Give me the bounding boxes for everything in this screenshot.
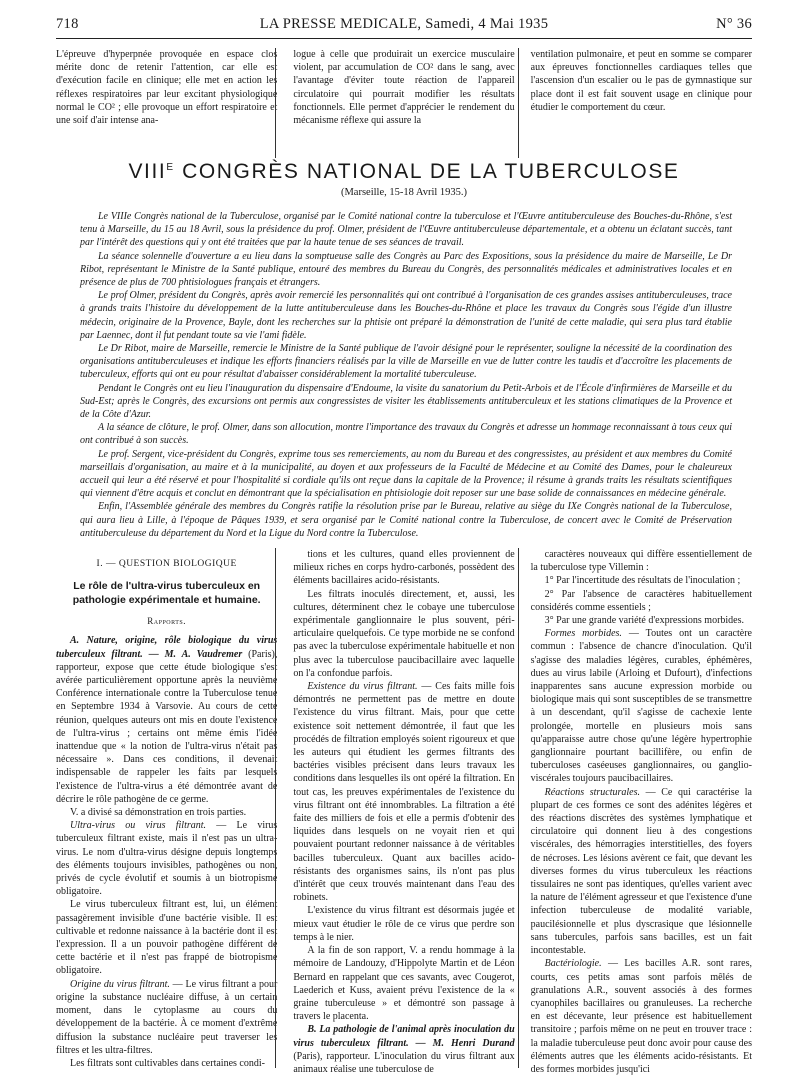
paragraph-text: 1° Par l'incertitude des résultats de l'inoculation ; <box>544 575 741 587</box>
report-paragraph <box>293 944 514 1023</box>
report-paragraph <box>531 588 752 614</box>
report-paragraph <box>56 1057 277 1070</box>
report-column-2 <box>293 548 515 1075</box>
paragraph-text: L'existence du virus filtrant est désormais jugée et mieux vaut étudier le rôle de ce virus que perdre son temps à le nier. <box>293 905 515 943</box>
paragraph-text: — Les bacilles A.R. sont rares, courts, ces petits amas sont parfois mêlés de granulations A.R., souvent associés à des formes cyanophiles bacillaires ou granuleuses. La recherche en est décevante, leur présence est habituellement transitoire ; parfois même on ne peut en trouver trace : la maladie tuberculeuse peut donc avoir pour cause des éléments autres que les éléments acido-résistants. Et des formes morbides jusqu'ici <box>530 958 752 1075</box>
paragraph-text: V. a divisé sa démonstration en trois parties. <box>70 807 247 819</box>
paragraph-lead: Réactions structurales. <box>544 786 640 798</box>
title-superscript: E <box>166 162 175 173</box>
paragraph-text: — Le virus filtrant a pour origine la substance nucléaire diffuse, à un certain moment, dans le cytoplasme au cours du développement de la bactérie. À ce moment d'extrême diffusion la substance nucléaire peut traverser les filtres et les ultra-filtres. <box>56 978 278 1056</box>
paragraph-text: — Ce qui caractérise la plupart de ces formes ce sont des adénites légères et des réactions discrètes des systèmes lymphatique et circulatoire qui donnent lieu à des congestions viscérales, des hémorragies interstitielles, des foyers de nécroses. Les lésions avèrent ce fait, que devant les diverses formes du virus tuberculeux les réactions tissulaires ne sont pas identiques, qu'elles varient avec la nature de l'élément agresseur et que l'existence d'une infection tuberculeuse de modalité variable, paucilésionnelle et plus dyscrasique que lésionnelle sans tubercules, parfois sans bacilles, est un fait incontestable. <box>530 786 752 957</box>
paragraph-text: Les filtrats inoculés directement, et, aussi, les cultures, déterminent chez le cobaye une tuberculose expérimentale ganglionnaire le plus souvent, péri-articulaire quelquefois. Ce type morbide ne se confond pas avec la tuberculose expérimentale habituelle et non plus avec la tuberculose paucibacillaire avec laquelle on l'a confondue parfois. <box>293 588 515 679</box>
report-paragraph <box>56 806 277 819</box>
report-paragraph <box>293 904 514 944</box>
title-part: CONGRÈS NATIONAL DE LA TUBERCULOSE <box>174 160 680 183</box>
report-paragraph <box>56 634 277 806</box>
intro-paragraph: Le Dr Ribot, maire de Marseille, remercie le Ministre de la Santé publique de l'avoir désigné pour le représenter, souligne la nécessité de la coordination des organisations antituberculeuses et indique les efforts financiers réalisés par la ville de Marseille en vue de lutter contre les taudis et d'accroître les placements de tuberculeux, efforts qui ont eu pour résultat d'abaisser considérablement la mortalité tuberculeuse. <box>80 343 732 381</box>
column-rule <box>518 548 519 1068</box>
column-body <box>56 634 277 1070</box>
report-column-3 <box>530 548 752 1075</box>
paragraph-text: tions et les cultures, quand elles proviennent de milieux riches en corps hydro-carbonés, possèdent des éléments bacillaires acido-résistants. <box>293 549 515 587</box>
congress-title <box>56 160 752 184</box>
paragraph-text: — Le virus tuberculeux filtrant existe, mais il n'est pas un ultra-virus. Le nom d'ultra-virus désigne depuis longtemps des éléments toujours invisibles, pathogènes ou non, privés de cycle évolutif et soumis à un biotropisme obligatoire. <box>56 820 278 898</box>
paragraph-text: Le virus tuberculeux filtrant est, lui, un élément passagèrement invisible d'une bactérie visible. Il est cultivable et redonne naissance à la bactérie dont il est l'expression. Il a un pouvoir pathogène différent de cette bactérie et il n'est pas frappé de biotropisme obligatoire. <box>56 899 278 977</box>
top-column-2: logue à celle que produirait un exercice musculaire violent, par accumulation de CO² dans le sang, avec l'avantage d'éviter toute réaction de l'appareil circulatoire qui pourrait modifier les résultats fonctionnels. Elle permet d'apprécier le rendement du mécanisme réflexe qui assure la <box>293 49 515 127</box>
report-paragraph <box>293 680 514 904</box>
intro-paragraph: Enfin, l'Assemblée générale des membres du Congrès ratifie la résolution prise par le Bureau, relative au siège du IXe Congrès national de la Tuberculose, qui aura lieu à Lille, à l'époque de Pâques 1939, et sera organisé par le Comité national contre la Tuberculose, de concert avec le Comité de Préservation antituberculeuse du département du Nord et la Ligue du Nord contre la Tuberculose. <box>80 501 732 539</box>
report-paragraph <box>531 786 752 958</box>
header-rule <box>56 38 752 39</box>
intro-paragraph: A la séance de clôture, le prof. Olmer, dans son allocution, montre l'importance des travaux du Congrès et adresse un hommage reconnaissant à tous ceux qui ont contribué à son succès. <box>80 422 732 447</box>
paragraph-lead: Origine du virus filtrant. <box>70 978 170 990</box>
paragraph-lead: Bactériologie. <box>544 958 602 970</box>
intro-paragraph: Le VIIIe Congrès national de la Tuberculose, organisé par le Comité national contre la tuberculose et l'Œuvre antituberculeuse des Bouches-du-Rhône, s'est tenu à Marseille, du 15 au 18 Avril, sous la présidence du prof. Olmer, président de l'Œuvre antituberculeuse départementale, et a obtenu un éclatant succès, tant par l'intérêt des questions qui y ont été traitées que par la haute tenue de ses séances de travail. <box>80 211 732 249</box>
paragraph-lead: Ultra-virus ou virus filtrant. <box>70 820 207 832</box>
paragraph-text: A la fin de son rapport, V. a rendu hommage à la mémoire de Landouzy, d'Hippolyte Martin et de Léon Bernard en rappelant que ces savants, avec Cougerot, Laederich et Kuss, avaient prévu l'existence de la « graine tuberculeuse » et démontré son passage à travers le placenta. <box>293 945 515 1023</box>
intro-paragraph: La séance solennelle d'ouverture a eu lieu dans la somptueuse salle des Congrès au Parc des Expositions, sous la présidence du maire de Marseille, Le Dr Ribot, représentant le Ministre de la Santé publique, entouré des membres du Bureau du Congrès, des personnalités médicales et administratives locales et en présence de plus de 700 phtisiologues français et étrangers. <box>80 250 732 289</box>
intro-paragraph: Le prof. Sergent, vice-président du Congrès, exprime tous ses remerciements, au nom du Bureau et des congressistes, au président et aux membres du Comité marseillais d'organisation, au maire et à la municipalité, au doyen et aux professeurs de la Faculté de Médecine et au Comité des Dames, pour le chaleureux accueil qui leur a été réservé et pour l'hospitalité si cordiale qu'ils ont reçue dans la capitale de la Provence; il résume à grands traits les résultats scientifiques qui viennent d'être acquis et conclut en démontrant que la spécialisation en phtisiologie doit reposer sur une base solide de connaissances en médecine générale. <box>80 448 732 500</box>
paragraph-lead: B. La pathologie de l'animal après inoculation du virus tuberculeux filtrant. — M. Henri Durand <box>293 1024 515 1049</box>
report-columns <box>56 548 752 1075</box>
section-title: Le rôle de l'ultra-virus tuberculeux en pathologie expérimentale et humaine. <box>72 580 261 607</box>
top-column-1: L'épreuve d'hyperpnée provoquée en espace clos mérite donc de retenir l'attention, car elle est d'exécution facile en clinique; elle met en action les réflexes respiratoires par leur excitant physiologique normal le CO² ; elle provoque un effort respiratoire et une soif d'air intense ana- <box>56 49 278 127</box>
paragraph-text: — Toutes ont un caractère commun : l'absence de chancre d'inoculation. Qu'il s'agisse des maladies légères, curables, éphémères, dues au virus labile (Arloing et Dufourt), d'infections inapparentes sans aucune expression morbide ou biologique mais qui sont susceptibles de se transmettre à un descendant, qu'il s'agisse de cachexie lente prolongée, mortelle en plusieurs mois sans qu'apparaisse autre chose qu'une légère hypertrophie ganglionnaire pourtant bacillifère, ou enfin de tuberculoses caséeuses ganglionnaires, ou ganglio-viscérales toujours paucibacillaires. <box>530 628 752 785</box>
intro-paragraph: Le prof Olmer, président du Congrès, après avoir remercié les personnalités qui ont contribué à l'organisation de ces grandes assises antituberculeuses, trace à grands traits l'histoire du développement de la lutte antituberculeuse dans les Bouches-du-Rhône et place les travaux du Congrès sous l'égide d'un illustre médecin, originaire de la Provence, Bayle, dont les recherches sur la phtisie ont préparé la démonstration de l'unité de cette maladie, qui sera plus tard établie par Laennec, dont il fut pendant toute sa vie l'ami fidèle. <box>80 290 732 341</box>
title-part: VIII <box>128 160 167 183</box>
section-heading: I. — QUESTION BIOLOGIQUE <box>96 559 237 569</box>
report-paragraph <box>56 978 277 1057</box>
paragraph-text: 2° Par l'absence de caractères habituellement considérés comme essentiels ; <box>530 588 752 613</box>
column-rule <box>275 548 276 1068</box>
paragraph-text: (Paris), rapporteur, expose que cette étude biologique s'est avérée particulièrement opportune après la neuvième Conférence internationale contre la Tuberculose tenue en Septembre 1934 à Varsovie. Au cours de cette réunion, quelques auteurs ont mis en doute l'existence de l'ultra-virus ; certains ont même émis l'idée inattendue que « la notion de l'ultra-virus n'était pas nécessaire ». Dans ces conditions, il devenait indispensable de rappeler les faits par lesquels l'existence de l'ultra-virus a été démontrée avant de décrire le rôle pathogène de ce germe. <box>56 648 278 805</box>
report-paragraph <box>531 548 752 574</box>
rapports-heading: Rapports. <box>147 616 187 627</box>
report-paragraph <box>293 588 514 680</box>
report-paragraph <box>56 819 277 898</box>
column-rule <box>518 48 519 158</box>
paragraph-lead: Formes morbides. <box>544 628 622 640</box>
report-column-1 <box>56 548 277 1068</box>
top-column-3: ventilation pulmonaire, et peut en somme se comparer aux épreuves fonctionnelles cardiaques telles que l'ascension d'un escalier ou le pas de gymnastique sur place dont il est fait souvent usage en clinique pour étudier le comportement du cœur. <box>530 49 752 113</box>
paragraph-lead: Existence du virus filtrant. <box>307 681 418 693</box>
report-paragraph <box>56 898 277 977</box>
report-paragraph <box>531 614 752 627</box>
congress-intro <box>80 210 732 540</box>
running-header <box>56 16 752 38</box>
page-number: 718 <box>56 16 79 32</box>
report-paragraph <box>531 627 752 785</box>
report-paragraph <box>531 957 752 1076</box>
top-columns <box>56 48 752 158</box>
paragraph-text: (Paris), rapporteur. L'inoculation du virus filtrant aux animaux réalise une tuberculose de <box>293 1050 515 1075</box>
paragraph-text: caractères nouveaux qui diffère essentiellement de la tuberculose type Villemin : <box>530 549 752 574</box>
paragraph-text: Les filtrats sont cultivables dans certaines condi- <box>70 1057 265 1069</box>
report-paragraph <box>293 1023 514 1076</box>
column-rule <box>275 48 276 158</box>
report-paragraph <box>293 548 514 588</box>
paragraph-text: 3° Par une grande variété d'expressions morbides. <box>544 615 745 627</box>
congress-subtitle: (Marseille, 15-18 Avril 1935.) <box>340 187 468 198</box>
journal-title: LA PRESSE MEDICALE, Samedi, 4 Mai 1935 <box>259 16 549 32</box>
paragraph-text: — Ces faits mille fois démontrés ne permettent pas de mettre en doute l'existence du virus filtrant. Mais, pour que cette existence soit nettement démontrée, il faut que les procédés de filtration employés soient rigoureux et que les auteurs qui étudient les germes filtrants des bactéries visibles précisent dans leurs travaux les conditions dans lesquelles ils ont opéré la filtration. En tout cas, les preuves expérimentales de l'existence du virus filtrant ont été innombrables. La filtration a été faite des milliers de fois et elle a permis d'obtenir des liquides dans lesquels on ne voyait rien et qui pouvaient pourtant redonner naissance à de véritables bacilles tuberculeux. Quant aux bacilles acido-résistants des organismes sains, ils n'ont pas plus d'intérêt que ceux trouvés maintenant dans l'eau des robinets. <box>293 681 515 904</box>
intro-paragraph: Pendant le Congrès ont eu lieu l'inauguration du dispensaire d'Endoume, la visite du sanatorium du Petit-Arbois et de l'École d'infirmières de Marseille et du Sud-Est; après le Congrès, des excursions ont permis aux congressistes de visiter les établissements antituberculeux et les stations climatiques de la Provence et de la Côte d'Azur. <box>80 382 732 421</box>
issue-number: N° 36 <box>716 16 752 32</box>
report-paragraph <box>531 574 752 587</box>
paragraph-lead: A. Nature, origine, rôle biologique du virus tuberculeux filtrant. — M. A. Vaudremer <box>56 635 278 660</box>
